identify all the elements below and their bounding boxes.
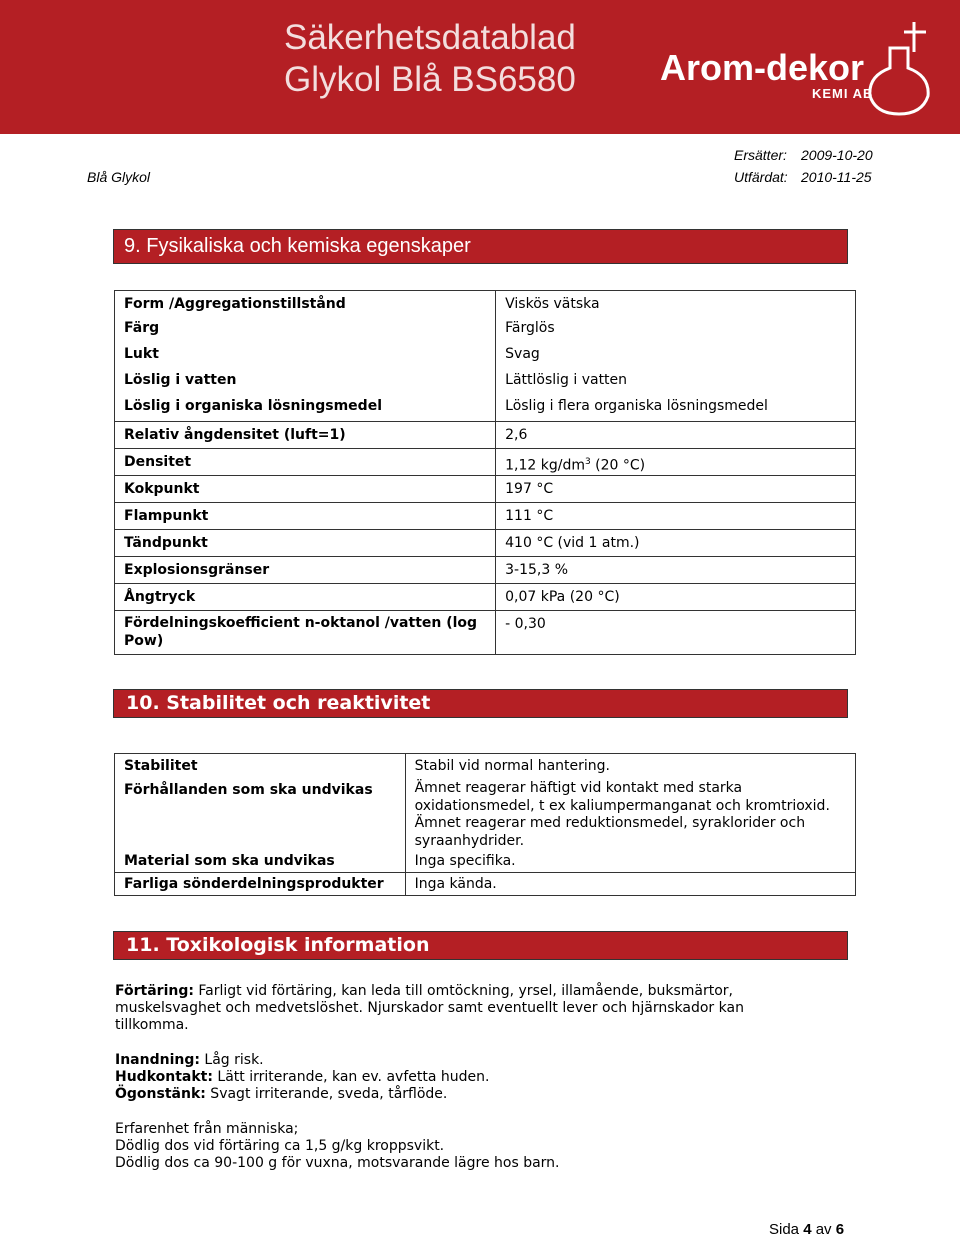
stability-table [114, 753, 856, 896]
document-title: Säkerhetsdatablad [284, 18, 576, 57]
flask-icon [860, 18, 940, 118]
company-logo [660, 18, 940, 118]
property-label: Löslig i organiska lösningsmedel [124, 398, 382, 414]
property-value: 410 °C (vid 1 atm.) [496, 530, 856, 557]
property-value: Viskös vätska [505, 296, 600, 312]
properties-labels [115, 291, 496, 422]
human-experience-line: Erfarenhet från människa; [115, 1121, 299, 1137]
property-value: 2,6 [496, 422, 856, 449]
issued-date: 2010-11-25 [801, 169, 872, 185]
product-name: Blå Glykol [87, 169, 151, 185]
property-label: Relativ ångdensitet (luft=1) [115, 422, 496, 449]
property-label: Flampunkt [115, 503, 496, 530]
ingestion-paragraph: Förtäring: Farligt vid förtäring, kan leda till omtöckning, yrsel, illamående, buksmärtor, muskelsvaghet och medvetslöshet. Njurskador samt eventuellt lever och hjärnskador kan tillkomma. [115, 983, 744, 1033]
stability-labels: Stabilitet Förhållanden som ska undvikas Material som ska undvikas [115, 754, 406, 873]
property-value: 197 °C [496, 476, 856, 503]
property-label: Lukt [124, 346, 159, 362]
page-number: Sida 4 av 6 [769, 1221, 845, 1238]
property-value: 3-15,3 % [496, 557, 856, 584]
stability-label: Farliga sönderdelningsprodukter [115, 873, 406, 896]
product-title: Glykol Blå BS6580 [284, 60, 576, 99]
property-label: Ångtryck [115, 584, 496, 611]
eye-contact-line: Ögonstänk: Svagt irriterande, sveda, tårflöde. [115, 1086, 448, 1102]
property-label: Färg [124, 320, 160, 336]
lethal-dose-adult-line: Dödlig dos ca 90-100 g för vuxna, motsvarande lägre hos barn. [115, 1155, 560, 1171]
property-value: Löslig i flera organiska lösningsmedel [505, 398, 768, 414]
stability-value: Inga kända. [405, 873, 855, 896]
skin-contact-line: Hudkontakt: Lätt irriterande, kan ev. avfetta huden. [115, 1069, 490, 1085]
property-label: Kokpunkt [115, 476, 496, 503]
section-11-title: 11. Toxikologisk information [113, 931, 848, 960]
property-label: Explosionsgränser [115, 557, 496, 584]
property-value: 111 °C [496, 503, 856, 530]
property-label: Fördelningskoefficient n-oktanol /vatten (log Pow) [115, 611, 496, 655]
property-value: 1,12 $kg/dm^3$ (20 °C) [496, 449, 856, 476]
section-10-title: 10. Stabilitet och reaktivitet [113, 689, 848, 718]
property-value: Färglös [505, 320, 555, 336]
section-9-title: 9. Fysikaliska och kemiska egenskaper [113, 229, 848, 264]
header-banner [0, 0, 960, 134]
inhalation-line: Inandning: Låg risk. [115, 1052, 264, 1068]
logo-subtext: KEMI AB [812, 86, 874, 101]
issued-label: Utfärdat: [734, 169, 788, 185]
property-value: Lättlöslig i vatten [505, 372, 628, 388]
lethal-dose-line: Dödlig dos vid förtäring ca 1,5 g/kg kroppsvikt. [115, 1138, 445, 1154]
replaces-date: 2009-10-20 [801, 147, 873, 163]
property-label: Densitet [115, 449, 496, 476]
logo-text: Arom-dekor [660, 47, 865, 88]
stability-values: Stabil vid normal hantering. Ämnet reagerar häftigt vid kontakt med starka oxidationsmedel, t ex kaliumpermanganat och kromtrioxid. Ämnet reagerar med reduktionsmedel, syraklorider och syraanhydrider. Inga specifika. [405, 754, 855, 873]
replaces-label: Ersätter: [734, 147, 787, 163]
toxicology-text [115, 983, 815, 1172]
properties-values [496, 291, 856, 422]
property-value: Svag [505, 346, 540, 362]
property-label: Form /Aggregationstillstånd [124, 296, 346, 312]
property-value: - 0,30 [496, 611, 856, 655]
property-label: Tändpunkt [115, 530, 496, 557]
property-label: Löslig i vatten [124, 372, 237, 388]
properties-table [114, 290, 856, 655]
property-value: 0,07 kPa (20 °C) [496, 584, 856, 611]
